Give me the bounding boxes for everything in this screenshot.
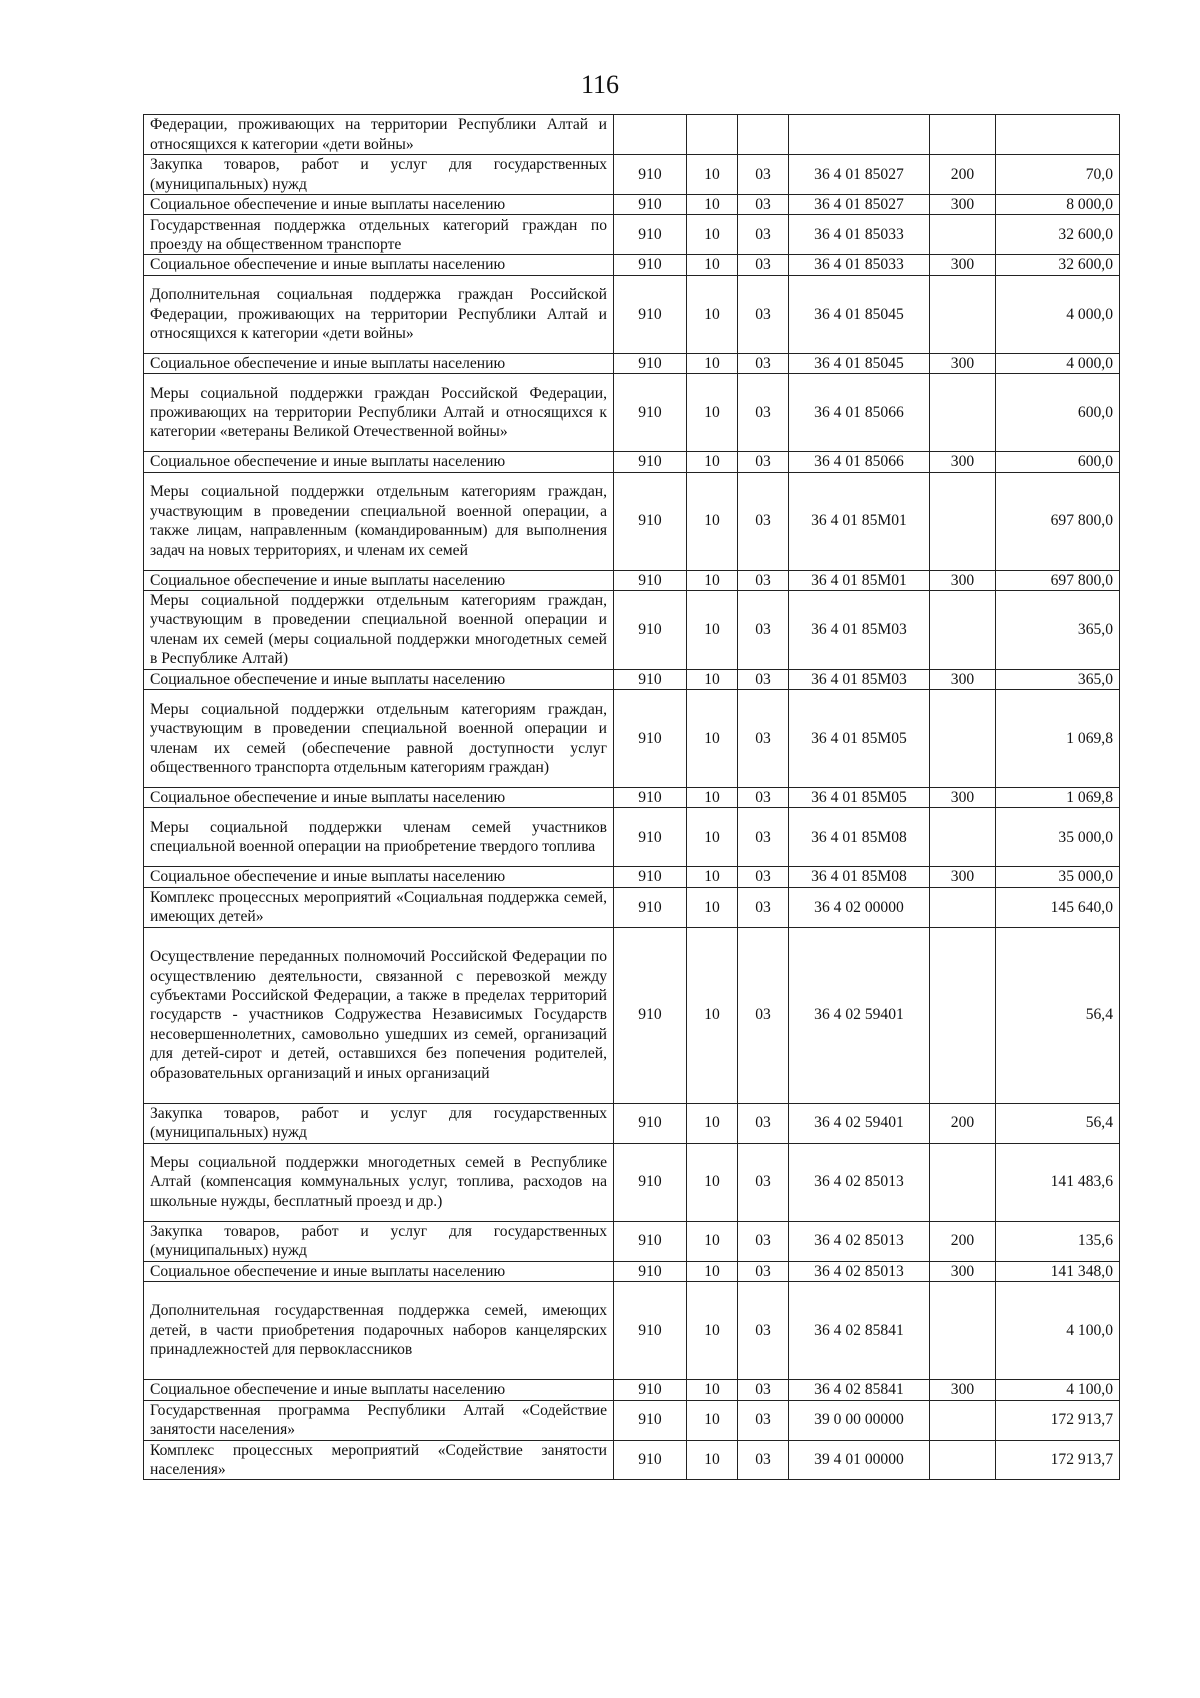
row-grbs-cell: 910 — [614, 1440, 687, 1480]
row-amount-cell: 1 069,8 — [996, 690, 1120, 788]
row-subsection-cell — [738, 115, 789, 155]
row-target-article-cell: 36 4 02 59401 — [789, 1103, 930, 1143]
row-name-cell: Закупка товаров, работ и услуг для государственных (муниципальных) нужд — [144, 1221, 614, 1261]
table-row — [144, 867, 1120, 887]
row-expense-type-cell — [930, 887, 996, 927]
row-subsection-cell: 03 — [738, 1400, 789, 1440]
row-section-cell: 10 — [687, 808, 738, 867]
row-expense-type-cell: 300 — [930, 195, 996, 215]
row-grbs-cell: 910 — [614, 808, 687, 867]
row-section-cell: 10 — [687, 690, 738, 788]
row-subsection-cell: 03 — [738, 353, 789, 373]
table-row — [144, 887, 1120, 927]
table-row — [144, 353, 1120, 373]
row-section-cell: 10 — [687, 887, 738, 927]
row-expense-type-cell — [930, 1400, 996, 1440]
row-grbs-cell: 910 — [614, 1400, 687, 1440]
row-target-article-cell: 36 4 01 85027 — [789, 155, 930, 195]
row-name-cell: Социальное обеспечение и иные выплаты населению — [144, 867, 614, 887]
table-row — [144, 927, 1120, 1103]
table-row — [144, 1221, 1120, 1261]
table-row — [144, 195, 1120, 215]
row-grbs-cell: 910 — [614, 1261, 687, 1281]
row-subsection-cell: 03 — [738, 867, 789, 887]
row-target-article-cell: 36 4 01 85027 — [789, 195, 930, 215]
row-section-cell: 10 — [687, 155, 738, 195]
row-expense-type-cell — [930, 808, 996, 867]
row-name-cell: Социальное обеспечение и иные выплаты населению — [144, 255, 614, 275]
row-amount-cell: 600,0 — [996, 452, 1120, 472]
row-target-article-cell: 36 4 02 00000 — [789, 887, 930, 927]
row-amount-cell: 35 000,0 — [996, 867, 1120, 887]
row-name-cell: Осуществление переданных полномочий Российской Федерации по осуществлению деятельности, связанной с перевозкой между субъектами Российской Федерации, а также в пределах территорий государств - участников Содружества Независимых Государств несовершеннолетних, самовольно ушедших из семей, организаций для детей-сирот и детей, оставшихся без попечения родителей, образовательных организаций и иных организаций — [144, 927, 614, 1103]
row-amount-cell: 365,0 — [996, 591, 1120, 670]
row-grbs-cell — [614, 115, 687, 155]
row-expense-type-cell — [930, 690, 996, 788]
table-row — [144, 1440, 1120, 1480]
row-amount-cell: 4 100,0 — [996, 1282, 1120, 1380]
row-grbs-cell: 910 — [614, 1103, 687, 1143]
row-amount-cell: 4 100,0 — [996, 1380, 1120, 1400]
row-target-article-cell: 36 4 01 85М05 — [789, 690, 930, 788]
row-grbs-cell: 910 — [614, 215, 687, 255]
row-subsection-cell: 03 — [738, 570, 789, 590]
row-section-cell: 10 — [687, 591, 738, 670]
row-amount-cell: 135,6 — [996, 1221, 1120, 1261]
row-name-cell: Закупка товаров, работ и услуг для государственных (муниципальных) нужд — [144, 1103, 614, 1143]
row-target-article-cell: 36 4 01 85М05 — [789, 788, 930, 808]
row-subsection-cell: 03 — [738, 195, 789, 215]
row-expense-type-cell: 300 — [930, 1261, 996, 1281]
row-grbs-cell: 910 — [614, 867, 687, 887]
row-amount-cell: 8 000,0 — [996, 195, 1120, 215]
row-target-article-cell: 39 4 01 00000 — [789, 1440, 930, 1480]
row-expense-type-cell — [930, 215, 996, 255]
row-section-cell: 10 — [687, 1103, 738, 1143]
row-expense-type-cell: 200 — [930, 155, 996, 195]
row-section-cell: 10 — [687, 927, 738, 1103]
row-amount-cell: 1 069,8 — [996, 788, 1120, 808]
row-expense-type-cell — [930, 591, 996, 670]
row-section-cell: 10 — [687, 195, 738, 215]
row-expense-type-cell: 300 — [930, 255, 996, 275]
row-name-cell: Социальное обеспечение и иные выплаты населению — [144, 452, 614, 472]
row-name-cell: Социальное обеспечение и иные выплаты населению — [144, 1380, 614, 1400]
row-expense-type-cell — [930, 1440, 996, 1480]
row-section-cell: 10 — [687, 1221, 738, 1261]
row-subsection-cell: 03 — [738, 255, 789, 275]
row-subsection-cell: 03 — [738, 690, 789, 788]
row-subsection-cell: 03 — [738, 669, 789, 689]
row-grbs-cell: 910 — [614, 788, 687, 808]
row-target-article-cell: 36 4 01 85045 — [789, 353, 930, 373]
row-amount-cell: 172 913,7 — [996, 1400, 1120, 1440]
row-amount-cell: 697 800,0 — [996, 570, 1120, 590]
row-subsection-cell: 03 — [738, 155, 789, 195]
row-section-cell: 10 — [687, 1261, 738, 1281]
table-row — [144, 452, 1120, 472]
row-amount-cell: 145 640,0 — [996, 887, 1120, 927]
row-subsection-cell: 03 — [738, 275, 789, 353]
row-expense-type-cell: 300 — [930, 867, 996, 887]
row-section-cell: 10 — [687, 1143, 738, 1221]
row-section-cell: 10 — [687, 472, 738, 570]
row-grbs-cell: 910 — [614, 887, 687, 927]
row-subsection-cell: 03 — [738, 1221, 789, 1261]
table-row — [144, 1282, 1120, 1380]
row-amount-cell: 32 600,0 — [996, 255, 1120, 275]
row-name-cell: Государственная поддержка отдельных категорий граждан по проезду на общественном транспорте — [144, 215, 614, 255]
row-name-cell: Федерации, проживающих на территории Республики Алтай и относящихся к категории «дети войны» — [144, 115, 614, 155]
row-name-cell: Меры социальной поддержки членам семей участников специальной военной операции на приобретение твердого топлива — [144, 808, 614, 867]
row-target-article-cell: 36 4 01 85М03 — [789, 669, 930, 689]
row-name-cell: Меры социальной поддержки отдельным категориям граждан, участвующим в проведении специальной военной операции и членам их семей (меры социальной поддержки многодетных семей в Республике Алтай) — [144, 591, 614, 670]
page-number: 116 — [580, 70, 620, 99]
row-amount-cell: 600,0 — [996, 374, 1120, 452]
table-row — [144, 1261, 1120, 1281]
row-target-article-cell: 36 4 02 85013 — [789, 1261, 930, 1281]
row-expense-type-cell: 300 — [930, 669, 996, 689]
row-name-cell: Социальное обеспечение и иные выплаты населению — [144, 669, 614, 689]
row-section-cell: 10 — [687, 353, 738, 373]
row-amount-cell: 141 483,6 — [996, 1143, 1120, 1221]
row-amount-cell: 172 913,7 — [996, 1440, 1120, 1480]
table-row — [144, 690, 1120, 788]
row-target-article-cell: 36 4 01 85М01 — [789, 472, 930, 570]
row-grbs-cell: 910 — [614, 275, 687, 353]
row-name-cell: Социальное обеспечение и иные выплаты населению — [144, 570, 614, 590]
row-expense-type-cell: 300 — [930, 570, 996, 590]
row-target-article-cell: 36 4 02 85841 — [789, 1380, 930, 1400]
row-name-cell: Социальное обеспечение и иные выплаты населению — [144, 788, 614, 808]
row-target-article-cell: 36 4 02 85013 — [789, 1221, 930, 1261]
row-section-cell: 10 — [687, 788, 738, 808]
table-row — [144, 788, 1120, 808]
row-name-cell: Закупка товаров, работ и услуг для государственных (муниципальных) нужд — [144, 155, 614, 195]
table-row — [144, 472, 1120, 570]
budget-table — [143, 114, 1120, 1480]
row-grbs-cell: 910 — [614, 591, 687, 670]
row-section-cell: 10 — [687, 1282, 738, 1380]
row-subsection-cell: 03 — [738, 808, 789, 867]
row-name-cell: Меры социальной поддержки отдельным категориям граждан, участвующим в проведении специальной военной операции и членам их семей (обеспечение равной доступности услуг общественного транспорта отдельным категориям граждан) — [144, 690, 614, 788]
row-grbs-cell: 910 — [614, 472, 687, 570]
row-subsection-cell: 03 — [738, 1143, 789, 1221]
row-name-cell: Меры социальной поддержки отдельным категориям граждан, участвующим в проведении специальной военной операции, а также лицам, направленным (командированным) для выполнения задач на новых территориях, и членам их семей — [144, 472, 614, 570]
row-target-article-cell: 36 4 01 85045 — [789, 275, 930, 353]
row-target-article-cell: 36 4 01 85033 — [789, 215, 930, 255]
row-target-article-cell: 36 4 01 85М08 — [789, 867, 930, 887]
row-name-cell: Дополнительная государственная поддержка семей, имеющих детей, в части приобретения подарочных наборов канцелярских принадлежностей для первоклассников — [144, 1282, 614, 1380]
row-target-article-cell: 36 4 01 85М08 — [789, 808, 930, 867]
row-target-article-cell: 36 4 01 85066 — [789, 374, 930, 452]
row-subsection-cell: 03 — [738, 788, 789, 808]
budget-table-body — [144, 115, 1120, 1480]
row-grbs-cell: 910 — [614, 195, 687, 215]
row-expense-type-cell — [930, 1282, 996, 1380]
row-subsection-cell: 03 — [738, 1380, 789, 1400]
row-target-article-cell: 36 4 01 85М03 — [789, 591, 930, 670]
table-row — [144, 1400, 1120, 1440]
row-amount-cell: 70,0 — [996, 155, 1120, 195]
table-row — [144, 570, 1120, 590]
row-grbs-cell: 910 — [614, 1282, 687, 1380]
row-section-cell: 10 — [687, 275, 738, 353]
row-section-cell: 10 — [687, 1440, 738, 1480]
row-grbs-cell: 910 — [614, 690, 687, 788]
row-expense-type-cell — [930, 1143, 996, 1221]
row-amount-cell — [996, 115, 1120, 155]
row-grbs-cell: 910 — [614, 927, 687, 1103]
row-name-cell: Социальное обеспечение и иные выплаты населению — [144, 1261, 614, 1281]
row-name-cell: Государственная программа Республики Алтай «Содействие занятости населения» — [144, 1400, 614, 1440]
row-expense-type-cell: 300 — [930, 353, 996, 373]
row-expense-type-cell — [930, 275, 996, 353]
table-row — [144, 808, 1120, 867]
row-name-cell: Меры социальной поддержки многодетных семей в Республике Алтай (компенсация коммунальных услуг, топлива, расходов на школьные нужды, бесплатный проезд и др.) — [144, 1143, 614, 1221]
row-grbs-cell: 910 — [614, 1221, 687, 1261]
table-row — [144, 1103, 1120, 1143]
table-row — [144, 115, 1120, 155]
row-grbs-cell: 910 — [614, 155, 687, 195]
row-amount-cell: 35 000,0 — [996, 808, 1120, 867]
row-subsection-cell: 03 — [738, 452, 789, 472]
row-amount-cell: 141 348,0 — [996, 1261, 1120, 1281]
row-grbs-cell: 910 — [614, 353, 687, 373]
row-subsection-cell: 03 — [738, 1440, 789, 1480]
row-section-cell: 10 — [687, 452, 738, 472]
row-amount-cell: 4 000,0 — [996, 353, 1120, 373]
row-section-cell: 10 — [687, 374, 738, 452]
row-expense-type-cell — [930, 374, 996, 452]
row-grbs-cell: 910 — [614, 452, 687, 472]
row-expense-type-cell — [930, 472, 996, 570]
row-name-cell: Социальное обеспечение и иные выплаты населению — [144, 353, 614, 373]
row-subsection-cell: 03 — [738, 472, 789, 570]
row-amount-cell: 56,4 — [996, 1103, 1120, 1143]
row-subsection-cell: 03 — [738, 927, 789, 1103]
row-target-article-cell: 36 4 02 85013 — [789, 1143, 930, 1221]
row-subsection-cell: 03 — [738, 215, 789, 255]
row-subsection-cell: 03 — [738, 591, 789, 670]
row-section-cell: 10 — [687, 1380, 738, 1400]
row-name-cell: Дополнительная социальная поддержка граждан Российской Федерации, проживающих на территории Республики Алтай и относящихся к категории «дети войны» — [144, 275, 614, 353]
row-grbs-cell: 910 — [614, 255, 687, 275]
row-expense-type-cell: 300 — [930, 1380, 996, 1400]
row-amount-cell: 56,4 — [996, 927, 1120, 1103]
row-target-article-cell: 36 4 01 85066 — [789, 452, 930, 472]
table-row — [144, 374, 1120, 452]
table-row — [144, 275, 1120, 353]
row-expense-type-cell: 300 — [930, 788, 996, 808]
row-target-article-cell: 36 4 01 85033 — [789, 255, 930, 275]
row-grbs-cell: 910 — [614, 570, 687, 590]
row-name-cell: Комплекс процессных мероприятий «Социальная поддержка семей, имеющих детей» — [144, 887, 614, 927]
row-target-article-cell: 36 4 02 59401 — [789, 927, 930, 1103]
row-grbs-cell: 910 — [614, 1143, 687, 1221]
row-amount-cell: 365,0 — [996, 669, 1120, 689]
row-expense-type-cell: 200 — [930, 1221, 996, 1261]
row-section-cell: 10 — [687, 255, 738, 275]
row-section-cell: 10 — [687, 1400, 738, 1440]
table-row — [144, 215, 1120, 255]
row-section-cell: 10 — [687, 867, 738, 887]
row-subsection-cell: 03 — [738, 887, 789, 927]
row-target-article-cell: 36 4 01 85М01 — [789, 570, 930, 590]
row-expense-type-cell — [930, 115, 996, 155]
row-section-cell: 10 — [687, 570, 738, 590]
row-subsection-cell: 03 — [738, 1261, 789, 1281]
row-section-cell: 10 — [687, 215, 738, 255]
table-row — [144, 1380, 1120, 1400]
table-row — [144, 255, 1120, 275]
row-grbs-cell: 910 — [614, 669, 687, 689]
row-grbs-cell: 910 — [614, 374, 687, 452]
table-row — [144, 669, 1120, 689]
row-amount-cell: 697 800,0 — [996, 472, 1120, 570]
table-row — [144, 1143, 1120, 1221]
row-target-article-cell — [789, 115, 930, 155]
table-row — [144, 155, 1120, 195]
table-row — [144, 591, 1120, 670]
row-section-cell: 10 — [687, 669, 738, 689]
row-name-cell: Меры социальной поддержки граждан Российской Федерации, проживающих на территории Республики Алтай и относящихся к категории «ветераны Великой Отечественной войны» — [144, 374, 614, 452]
row-expense-type-cell — [930, 927, 996, 1103]
row-expense-type-cell: 300 — [930, 452, 996, 472]
row-grbs-cell: 910 — [614, 1380, 687, 1400]
row-subsection-cell: 03 — [738, 374, 789, 452]
row-subsection-cell: 03 — [738, 1282, 789, 1380]
row-name-cell: Комплекс процессных мероприятий «Содействие занятости населения» — [144, 1440, 614, 1480]
row-subsection-cell: 03 — [738, 1103, 789, 1143]
row-expense-type-cell: 200 — [930, 1103, 996, 1143]
row-amount-cell: 32 600,0 — [996, 215, 1120, 255]
row-target-article-cell: 36 4 02 85841 — [789, 1282, 930, 1380]
row-section-cell — [687, 115, 738, 155]
row-target-article-cell: 39 0 00 00000 — [789, 1400, 930, 1440]
row-name-cell: Социальное обеспечение и иные выплаты населению — [144, 195, 614, 215]
row-amount-cell: 4 000,0 — [996, 275, 1120, 353]
